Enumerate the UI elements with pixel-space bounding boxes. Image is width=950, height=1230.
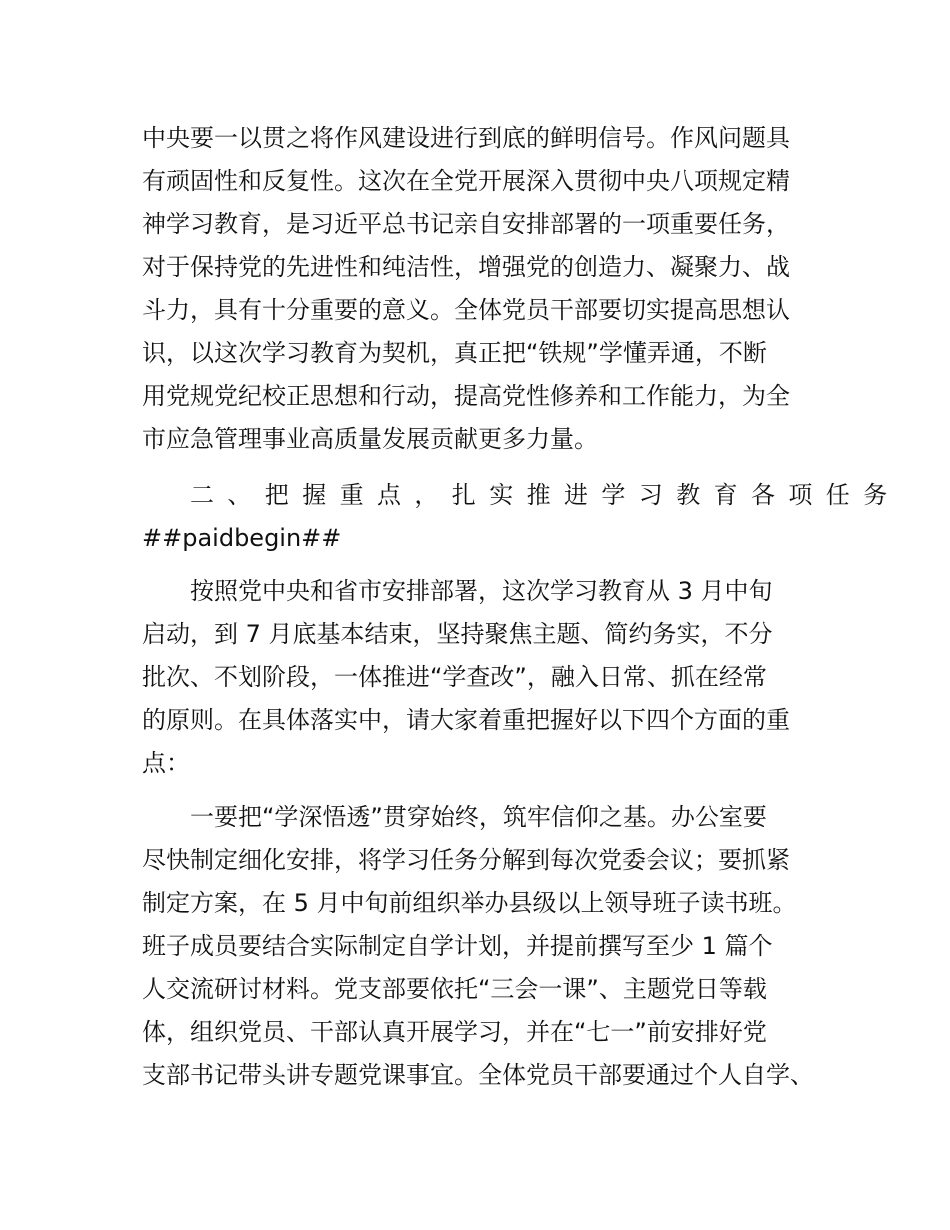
paragraph-schedule xyxy=(142,570,812,785)
section-heading-text: 二、把握重点，扎实推进学习教育各项任务 xyxy=(190,481,901,509)
paid-marker: ##paidbegin## xyxy=(142,524,342,552)
paragraph-line: 斗力，具有十分重要的意义。全体党员干部要切实提高思想认 xyxy=(142,296,790,324)
paragraph-line: 启动，到 7 月底基本结束，坚持聚焦主题、简约务实，不分 xyxy=(142,620,773,648)
paragraph-work-style xyxy=(142,117,812,461)
paragraph-line: 班子成员要结合实际制定自学计划，并提前撰写至少 1 篇个 xyxy=(142,932,773,960)
paragraph-line: 人交流研讨材料。党支部要依托“三会一课”、主题党日等载 xyxy=(142,975,767,1003)
paragraph-line: 神学习教育，是习近平总书记亲自安排部署的一项重要任务， xyxy=(142,210,790,238)
paragraph-line: 有顽固性和反复性。这次在全党开展深入贯彻中央八项规定精 xyxy=(142,167,790,195)
paragraph-line: 一要把“学深悟透”贯穿始终，筑牢信仰之基。办公室要 xyxy=(190,803,767,831)
paragraph-line: 尽快制定细化安排，将学习任务分解到每次党委会议；要抓紧 xyxy=(142,846,790,874)
paragraph-line: 市应急管理事业高质量发展贡献更多力量。 xyxy=(142,425,598,453)
paragraph-line: 体，组织党员、干部认真开展学习，并在“七一”前安排好党 xyxy=(142,1018,767,1046)
paragraph-study xyxy=(142,796,812,1097)
paragraph-line: 用党规党纪校正思想和行动，提高党性修养和工作能力，为全 xyxy=(142,382,790,410)
section-heading xyxy=(142,474,901,560)
paragraph-line: 对于保持党的先进性和纯洁性，增强党的创造力、凝聚力、战 xyxy=(142,253,790,281)
paragraph-line: 中央要一以贯之将作风建设进行到底的鲜明信号。作风问题具 xyxy=(142,124,790,152)
paragraph-line: 按照党中央和省市安排部署，这次学习教育从 3 月中旬 xyxy=(190,577,773,605)
paragraph-line: 的原则。在具体落实中，请大家着重把握好以下四个方面的重 xyxy=(142,706,790,734)
paragraph-line: 点： xyxy=(142,749,190,777)
paragraph-line: 制定方案，在 5 月中旬前组织举办县级以上领导班子读书班。 xyxy=(142,889,797,917)
paragraph-line: 批次、不划阶段，一体推进“学查改”，融入日常、抓在经常 xyxy=(142,663,767,691)
paragraph-line: 支部书记带头讲专题党课事宜。全体党员干部要通过个人自学、 xyxy=(142,1061,814,1089)
paragraph-line: 识，以这次学习教育为契机，真正把“铁规”学懂弄通，不断 xyxy=(142,339,767,367)
